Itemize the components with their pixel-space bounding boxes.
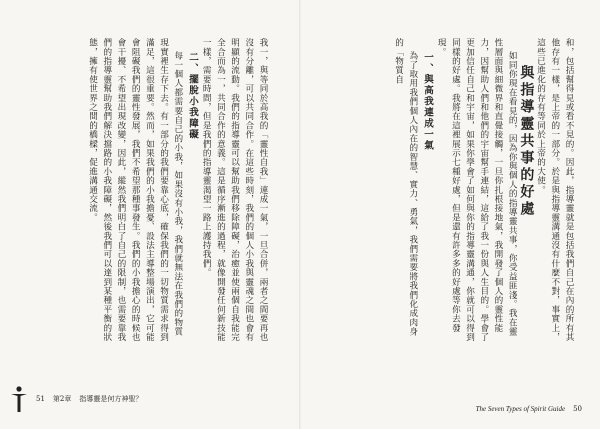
right-page-body bbox=[336, 38, 576, 343]
left-intro-paragraph: 我一，與等同於高我的「靈性自我」連成一氣，一旦合併，兩者之間要再也沒有分離，可以共同合作。在這些時刻，我們的個人小我與靈魂之間也會有明顯的流動。我們的指導靈可以幫助我們移除障礙，治癒並使兩個自我能完全合而為一，共同合作的意義。這是循序漸進的過程，就像開發任何新技能一樣，需要時間，但是我們的指導靈渴望一路上護持我們。 bbox=[201, 38, 268, 342]
right-main-paragraph: 如同你現在看見的，因為你與個人的指導靈共事，你受益匪淺。我在靈性層面與細微界和直覺接觸，一旦你扎根接地氣，我開發了個人的靈性能力，因幫助人們和他們的宇宙幫手連結，這給了我一份與人生目的。學會了更加信任自己和宇宙，如果你學會了如何與你的指導靈溝通，你就可以得到同樣的好處。我將在這裡展示七種好處，但是還有許多多的好處等你去發現。 bbox=[436, 38, 518, 342]
right-footer bbox=[476, 405, 582, 413]
figure-ornament-icon bbox=[10, 385, 28, 413]
running-title: The Seven Types of Spirit Guide bbox=[475, 405, 566, 413]
section-heading-higher-self: 一、與高我連成一氣 bbox=[421, 52, 433, 152]
chapter-label: 第2章 bbox=[52, 395, 72, 403]
left-footer bbox=[10, 385, 142, 413]
left-page-number: 51 bbox=[36, 395, 45, 403]
left-page-body bbox=[20, 38, 270, 343]
right-top-paragraph: 和，包括幫得見或看不見的。因此，指導靈就是包括我們自己在內的所有其他存有一樣，是上帝的一部分。於是與指導靈溝通沒有什麼不對，事實上，這些已進化的存有等同於上帝的大使。 bbox=[535, 38, 574, 342]
chapter-heading-benefits: 與指導靈共事的好處 bbox=[518, 65, 535, 218]
chapter-title-footer: 指導靈是何方神聖？ bbox=[79, 395, 143, 403]
right-page bbox=[300, 0, 600, 429]
right-section-paragraph: 為了取用我們個人內在的智慧、實力、勇氣，我們需要將我們化成肉身的「物質自 bbox=[393, 38, 418, 337]
left-section-paragraph: 每一個人都需要自己的小我，如果沒有小我，我們就無法在我們的物質現實裡生存下去。有一部分的我們要靠心底，確保我們的一切物質需求得到滿足，這很重要。然而，如果我們的小我擔憂、設法主導整場演出，它可能會阻礙我們的靈性發展，我們不希望那種事發生。我們的小我擔心的時候也會干擾、不希望出現改變，因此，縱然我們明白了自己的限制，也需要靠我們的指導靈幫助我們解決擋路的小我障礙，然後我們可以達到某種平衡的狀態，擁有使世界之間的橋樑，促進溝通交流。 bbox=[87, 38, 183, 342]
section-heading-ego-obstacles: 二、擺脫小我障礙 bbox=[186, 52, 198, 141]
right-page-number: 50 bbox=[573, 405, 582, 413]
